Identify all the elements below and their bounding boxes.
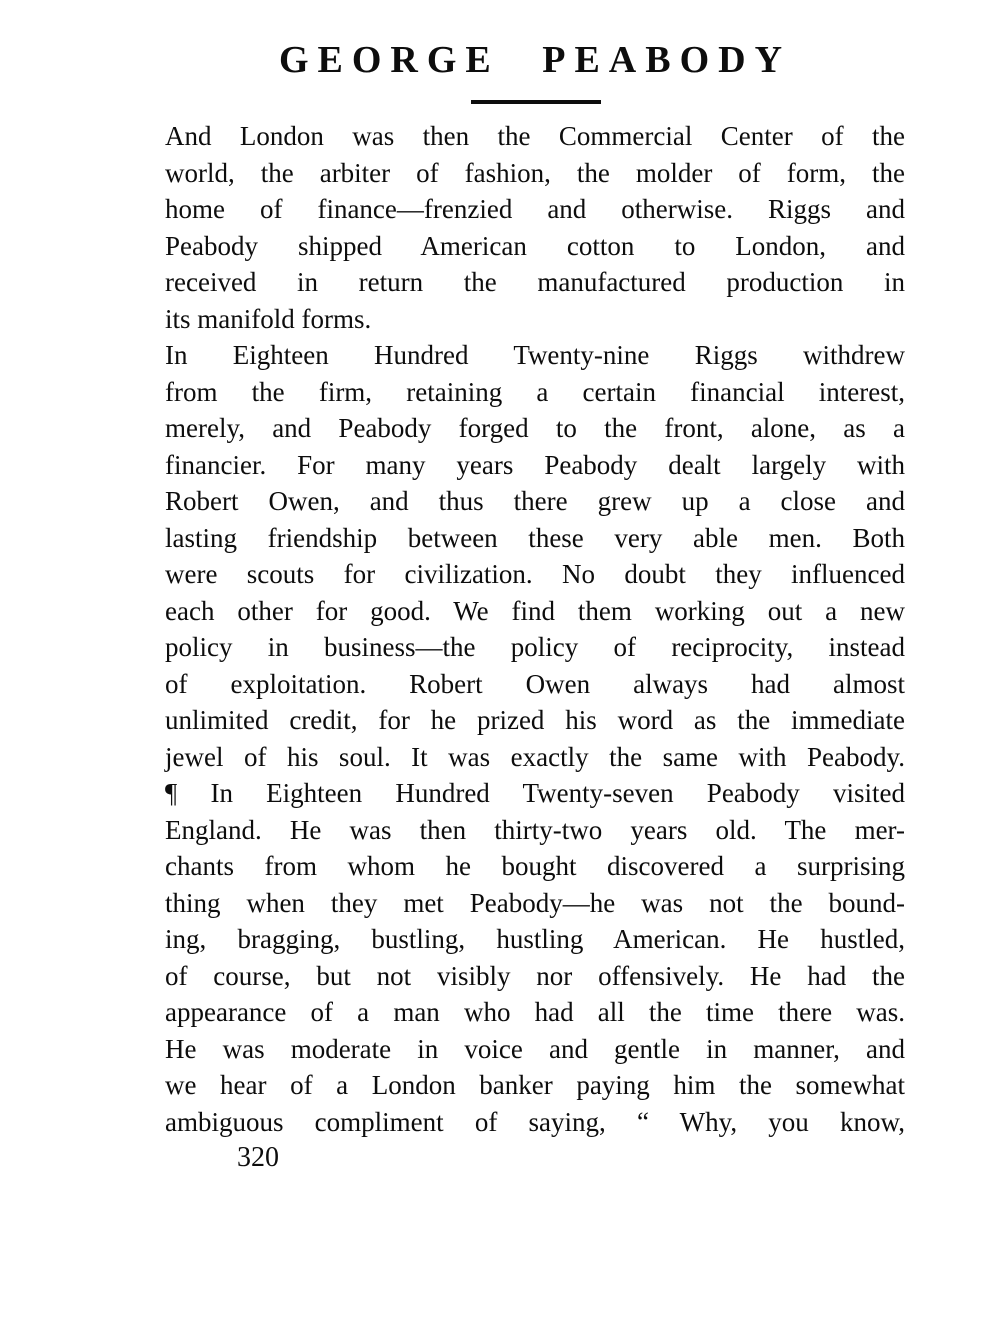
- text-line: were scouts for civilization. No doubt they influenced: [165, 559, 905, 589]
- text-line: we hear of a London banker paying him the somewhat: [165, 1070, 905, 1100]
- text-line: Robert Owen, and thus there grew up a close and: [165, 486, 905, 516]
- text-line: financier. For many years Peabody dealt largely with: [165, 449, 905, 480]
- text-line: its manifold forms.: [165, 303, 372, 334]
- text-line: jewel of his soul. It was exactly the same with Peabody.: [165, 741, 905, 772]
- text-line: ambiguous compliment of saying, “ Why, you know,: [165, 1106, 905, 1137]
- text-line: And London was then the Commercial Center of the: [165, 121, 905, 151]
- title-divider: [471, 100, 601, 104]
- text-line: from the firm, retaining a certain financial interest,: [165, 376, 905, 407]
- text-line: received in return the manufactured production in: [165, 267, 905, 297]
- text-line: merely, and Peabody forged to the front, alone, as a: [165, 413, 905, 443]
- text-line: world, the arbiter of fashion, the molder of form, the: [165, 157, 905, 188]
- page-title: GEORGE PEABODY: [278, 39, 792, 81]
- text-line: England. He was then thirty-two years old. The mer-: [165, 814, 905, 845]
- text-line: appearance of a man who had all the time there was.: [165, 997, 905, 1027]
- text-line: ¶ In Eighteen Hundred Twenty-seven Peabody visited: [165, 778, 905, 808]
- text-line: each other for good. We find them working out a new: [165, 595, 905, 626]
- text-line: policy in business—the policy of reciprocity, instead: [165, 632, 905, 662]
- text-line: of exploitation. Robert Owen always had almost: [165, 668, 905, 699]
- text-line: home of finance—frenzied and otherwise. Riggs and: [165, 194, 905, 224]
- page-number: 320: [237, 1142, 279, 1173]
- text-line: thing when they met Peabody—he was not the bound-: [165, 887, 905, 918]
- text-line: Peabody shipped American cotton to London, and: [165, 230, 905, 261]
- text-line: In Eighteen Hundred Twenty-nine Riggs withdrew: [165, 340, 905, 370]
- text-line: He was moderate in voice and gentle in manner, and: [165, 1033, 905, 1064]
- text-line: unlimited credit, for he prized his word as the immediate: [165, 705, 905, 735]
- text-line: chants from whom he bought discovered a surprising: [165, 851, 905, 881]
- text-line: lasting friendship between these very able men. Both: [165, 522, 905, 553]
- text-line: ing, bragging, bustling, hustling American. He hustled,: [165, 924, 905, 954]
- text-line: of course, but not visibly nor offensively. He had the: [165, 960, 905, 991]
- body-text: [165, 118, 905, 1140]
